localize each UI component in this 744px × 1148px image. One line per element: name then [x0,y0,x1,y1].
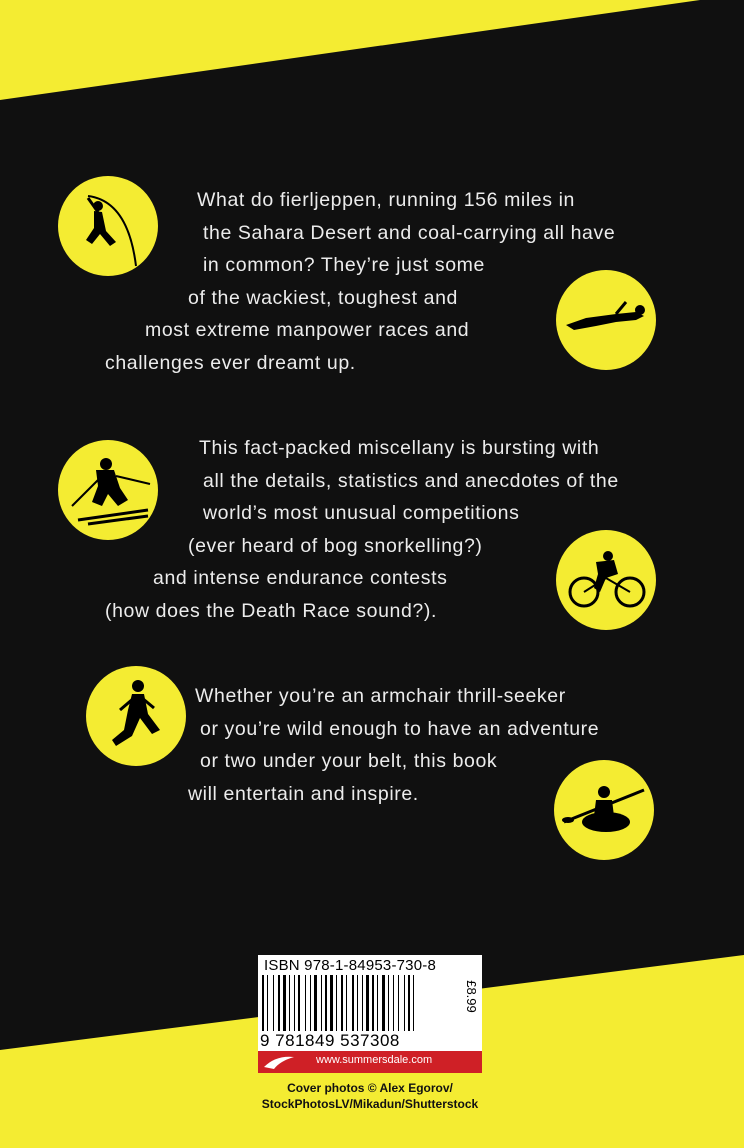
text-line: or you’re wild enough to have an adventure [200,717,600,740]
cyclist-icon [556,530,656,630]
credits-line: StockPhotosLV/Mikadun/Shutterstock [261,1097,479,1111]
barcode [262,975,458,1031]
text-line: (ever heard of bog snorkelling?) [188,534,483,557]
isbn-label: ISBN 978-1-84953-730-8 [264,957,437,974]
text-line: all the details, statistics and anecdotes of the [203,469,619,492]
text-line: of the wackiest, toughest and [188,286,458,309]
barcode-digits: 9 781849 537308 [260,1031,400,1050]
text-line: (how does the Death Race sound?). [105,599,437,622]
publisher-logo-icon [262,1053,302,1071]
paragraph-2 [105,432,619,627]
credits-line: Cover photos © Alex Egorov/ [287,1081,453,1095]
pole-vault-icon [58,176,158,276]
swimmer-icon [556,270,656,370]
publisher-bar [258,1051,482,1073]
text-line: will entertain and inspire. [188,782,419,805]
text-line: most extreme manpower races and [145,319,470,341]
kayaker-icon [554,760,654,860]
text-line: the Sahara Desert and coal-carrying all have [203,221,616,244]
publisher-url: www.summersdale.com [316,1054,433,1066]
runner-icon [86,666,186,766]
text-line: What do fierljeppen, running 156 miles in [197,189,575,211]
text-line: This fact-packed miscellany is bursting with [199,437,600,459]
text-line: Whether you’re an armchair thrill-seeker [195,685,566,707]
text-line: or two under your belt, this book [200,750,498,772]
text-line: world’s most unusual competitions [203,502,520,524]
text-line: challenges ever dreamt up. [105,351,356,374]
skier-icon [58,440,158,540]
paragraph-1 [105,184,616,379]
text-line: and intense endurance contests [153,567,448,589]
price-label: £8.99 [464,980,480,1013]
photo-credits [250,1080,490,1112]
text-line: in common? They’re just some [203,254,485,276]
barcode-box [258,955,482,1073]
